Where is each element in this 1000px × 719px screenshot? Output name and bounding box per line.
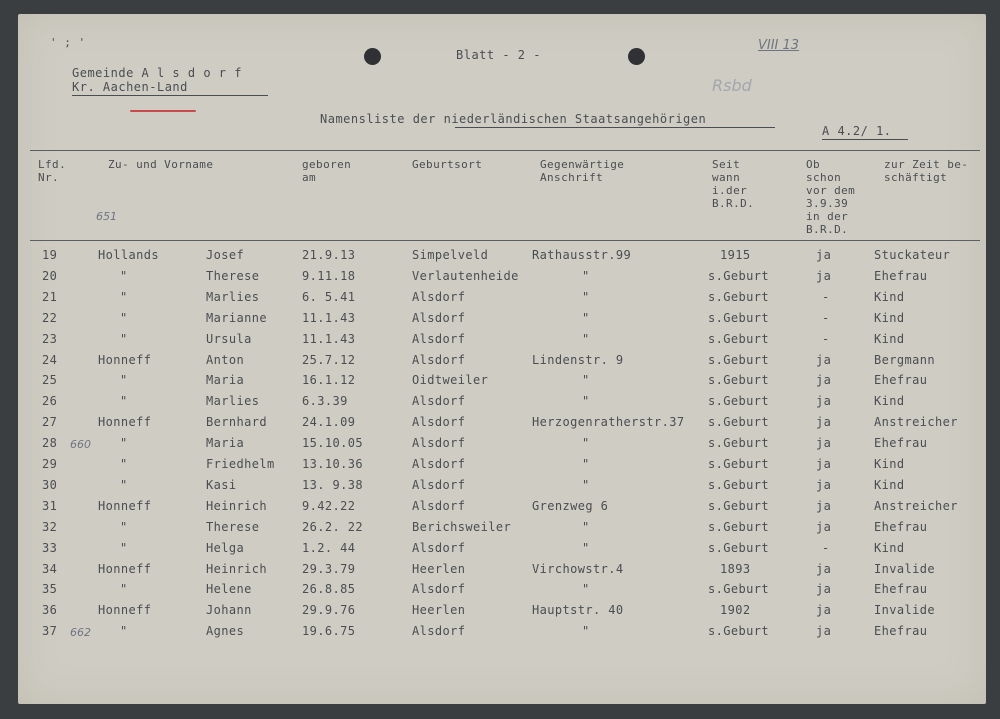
- cell-born: 13. 9.38: [302, 477, 363, 492]
- cell-before: ja: [816, 603, 832, 618]
- cell-born: 11.1.43: [302, 331, 356, 346]
- cell-surname: ": [120, 268, 128, 283]
- cell-job: Ehefrau: [874, 582, 928, 597]
- title-underline: [455, 127, 775, 128]
- cell-address: ": [582, 268, 590, 283]
- cell-before: ja: [816, 498, 832, 513]
- table-row: [18, 290, 986, 310]
- cell-born: 1.2. 44: [302, 540, 356, 555]
- cell-first: Kasi: [206, 477, 237, 492]
- table-row: [18, 373, 986, 393]
- cell-first: Bernhard: [206, 415, 267, 430]
- cell-address: ": [582, 373, 590, 388]
- cell-born: 9.11.18: [302, 268, 356, 283]
- cell-nr: 33: [42, 540, 58, 555]
- cell-job: Ehefrau: [874, 519, 928, 534]
- col-header-before: Ob schon vor dem 3.9.39 in der B.R.D.: [806, 158, 856, 236]
- file-code-underline: [822, 139, 908, 140]
- margin-note: 651: [96, 210, 117, 223]
- table-row: [18, 353, 986, 373]
- cell-surname: ": [120, 519, 128, 534]
- cell-nr: 35: [42, 582, 58, 597]
- cell-job: Ehefrau: [874, 268, 928, 283]
- cell-job: Kind: [874, 331, 905, 346]
- cell-birthplace: Alsdorf: [412, 352, 466, 367]
- cell-since: s.Geburt: [708, 373, 769, 388]
- cell-first: Agnes: [206, 624, 245, 639]
- cell-first: Maria: [206, 373, 245, 388]
- cell-birthplace: Alsdorf: [412, 415, 466, 430]
- table-row: [18, 311, 986, 331]
- cell-first: Marlies: [206, 289, 260, 304]
- district: Kr. Aachen-Land: [72, 80, 188, 94]
- cell-nr: 25: [42, 373, 58, 388]
- table-row: [18, 541, 986, 561]
- cell-surname: Honneff: [98, 603, 152, 618]
- cell-birthplace: Alsdorf: [412, 394, 466, 409]
- cell-surname: ": [120, 331, 128, 346]
- municipality: Gemeinde A l s d o r f: [72, 66, 242, 80]
- cell-job: Anstreicher: [874, 415, 958, 430]
- cell-nr: 23: [42, 331, 58, 346]
- cell-first: Heinrich: [206, 561, 267, 576]
- cell-job: Invalide: [874, 603, 935, 618]
- cell-nr: 36: [42, 603, 58, 618]
- cell-since: 1893: [720, 561, 751, 576]
- corner-marks: ' ; ': [50, 36, 86, 49]
- cell-birthplace: Oidtweiler: [412, 373, 489, 388]
- cell-address: ": [582, 289, 590, 304]
- cell-nr: 32: [42, 519, 58, 534]
- cell-since: s.Geburt: [708, 268, 769, 283]
- cell-before: ja: [816, 352, 832, 367]
- cell-since: s.Geburt: [708, 477, 769, 492]
- table-row: [18, 248, 986, 268]
- cell-job: Invalide: [874, 561, 935, 576]
- table-row: [18, 624, 986, 644]
- cell-before: ja: [816, 519, 832, 534]
- cell-birthplace: Alsdorf: [412, 498, 466, 513]
- cell-before: ja: [816, 436, 832, 451]
- table-header-rule: [30, 240, 980, 241]
- cell-birthplace: Heerlen: [412, 603, 466, 618]
- cell-surname: ": [120, 289, 128, 304]
- table-row: [18, 582, 986, 602]
- cell-first: Helga: [206, 540, 245, 555]
- cell-address: ": [582, 519, 590, 534]
- cell-before: ja: [816, 268, 832, 283]
- cell-first: Therese: [206, 519, 260, 534]
- cell-since: s.Geburt: [708, 331, 769, 346]
- cell-since: s.Geburt: [708, 457, 769, 471]
- table-row: [18, 457, 986, 477]
- cell-address: ": [582, 310, 590, 325]
- cell-nr: 27: [42, 415, 58, 430]
- cell-surname: Honneff: [98, 352, 152, 367]
- cell-job: Bergmann: [874, 352, 935, 367]
- table-top-rule: [30, 150, 980, 151]
- cell-address: ": [582, 457, 590, 471]
- cell-before: -: [822, 540, 830, 555]
- cell-nr: 31: [42, 498, 58, 513]
- cell-surname: ": [120, 310, 128, 325]
- col-header-address: Gegenwärtige Anschrift: [540, 158, 625, 184]
- margin-note: 662: [70, 626, 91, 640]
- cell-job: Ehefrau: [874, 373, 928, 388]
- file-code: A 4.2/ 1.: [822, 124, 892, 138]
- cell-since: 1902: [720, 603, 751, 618]
- cell-before: ja: [816, 394, 832, 409]
- cell-surname: ": [120, 477, 128, 492]
- col-header-job: zur Zeit be- schäftigt: [884, 158, 969, 184]
- cell-birthplace: Alsdorf: [412, 540, 466, 555]
- cell-first: Ursula: [206, 331, 252, 346]
- cell-job: Anstreicher: [874, 498, 958, 513]
- cell-nr: 30: [42, 477, 58, 492]
- cell-born: 16.1.12: [302, 373, 356, 388]
- page-number: Blatt - 2 -: [456, 48, 541, 62]
- cell-job: Stuckateur: [874, 248, 951, 262]
- cell-before: ja: [816, 248, 832, 262]
- cell-nr: 20: [42, 268, 58, 283]
- cell-before: ja: [816, 582, 832, 597]
- cell-job: Ehefrau: [874, 624, 928, 639]
- cell-born: 15.10.05: [302, 436, 363, 451]
- cell-surname: ": [120, 624, 128, 639]
- cell-before: ja: [816, 373, 832, 388]
- cell-birthplace: Simpelveld: [412, 248, 489, 262]
- cell-before: ja: [816, 624, 832, 639]
- cell-born: 21.9.13: [302, 248, 356, 262]
- cell-address: Hauptstr. 40: [532, 603, 624, 618]
- cell-born: 29.9.76: [302, 603, 356, 618]
- cell-first: Helene: [206, 582, 252, 597]
- cell-before: ja: [816, 457, 832, 471]
- cell-first: Friedhelm: [206, 457, 275, 471]
- cell-nr: 28: [42, 436, 58, 451]
- cell-job: Kind: [874, 457, 905, 471]
- cell-since: s.Geburt: [708, 436, 769, 451]
- table-row: [18, 520, 986, 540]
- cell-address: ": [582, 394, 590, 409]
- district-underline: [72, 95, 268, 96]
- cell-birthplace: Alsdorf: [412, 310, 466, 325]
- punch-hole-right: [628, 48, 645, 65]
- cell-first: Johann: [206, 603, 252, 618]
- table-row: [18, 499, 986, 519]
- cell-born: 6.3.39: [302, 394, 348, 409]
- table-row: [18, 478, 986, 498]
- cell-surname: ": [120, 373, 128, 388]
- table-row: [18, 415, 986, 435]
- cell-first: Therese: [206, 268, 260, 283]
- cell-born: 11.1.43: [302, 310, 356, 325]
- cell-address: ": [582, 624, 590, 639]
- cell-nr: 22: [42, 310, 58, 325]
- cell-since: 1915: [720, 248, 751, 262]
- cell-address: ": [582, 540, 590, 555]
- cell-born: 24.1.09: [302, 415, 356, 430]
- cell-nr: 24: [42, 352, 58, 367]
- cell-nr: 19: [42, 248, 58, 262]
- margin-note: 660: [70, 438, 91, 452]
- cell-first: Heinrich: [206, 498, 267, 513]
- cell-birthplace: Berichsweiler: [412, 519, 512, 534]
- cell-job: Kind: [874, 477, 905, 492]
- cell-since: s.Geburt: [708, 310, 769, 325]
- cell-before: ja: [816, 477, 832, 492]
- cell-birthplace: Alsdorf: [412, 477, 466, 492]
- cell-surname: Honneff: [98, 415, 152, 430]
- cell-birthplace: Alsdorf: [412, 624, 466, 639]
- cell-since: s.Geburt: [708, 289, 769, 304]
- cell-birthplace: Alsdorf: [412, 289, 466, 304]
- cell-surname: ": [120, 457, 128, 471]
- cell-born: 26.2. 22: [302, 519, 363, 534]
- col-header-nr: Lfd. Nr.: [38, 158, 67, 184]
- cell-surname: ": [120, 436, 128, 451]
- cell-address: ": [582, 436, 590, 451]
- table-row: [18, 603, 986, 623]
- cell-since: s.Geburt: [708, 540, 769, 555]
- document-page: [18, 14, 986, 704]
- cell-since: s.Geburt: [708, 498, 769, 513]
- cell-first: Marlies: [206, 394, 260, 409]
- cell-address: Grenzweg 6: [532, 498, 609, 513]
- cell-surname: ": [120, 540, 128, 555]
- cell-since: s.Geburt: [708, 582, 769, 597]
- cell-since: s.Geburt: [708, 394, 769, 409]
- cell-first: Maria: [206, 436, 245, 451]
- cell-before: -: [822, 331, 830, 346]
- cell-born: 29.3.79: [302, 561, 356, 576]
- cell-job: Kind: [874, 289, 905, 304]
- cell-address: Rathausstr.99: [532, 248, 632, 262]
- cell-before: -: [822, 310, 830, 325]
- cell-nr: 26: [42, 394, 58, 409]
- punch-hole-left: [364, 48, 381, 65]
- col-header-born: geboren am: [302, 158, 352, 184]
- cell-nr: 37: [42, 624, 58, 639]
- cell-surname: ": [120, 394, 128, 409]
- table-row: [18, 332, 986, 352]
- cell-surname: ": [120, 582, 128, 597]
- cell-birthplace: Alsdorf: [412, 331, 466, 346]
- cell-birthplace: Verlautenheide: [412, 268, 519, 283]
- cell-address: ": [582, 331, 590, 346]
- cell-address: Lindenstr. 9: [532, 352, 624, 367]
- col-header-since: Seit wann i.der B.R.D.: [712, 158, 755, 210]
- cell-since: s.Geburt: [708, 624, 769, 639]
- cell-born: 6. 5.41: [302, 289, 356, 304]
- cell-before: -: [822, 289, 830, 304]
- cell-address: Herzogenratherstr.37: [532, 415, 685, 430]
- list-title: Namensliste der niederländischen Staatsangehörigen: [320, 112, 707, 126]
- cell-birthplace: Alsdorf: [412, 436, 466, 451]
- cell-since: s.Geburt: [708, 352, 769, 367]
- cell-born: 9.42.22: [302, 498, 356, 513]
- table-row: [18, 436, 986, 456]
- cell-birthplace: Heerlen: [412, 561, 466, 576]
- cell-since: s.Geburt: [708, 519, 769, 534]
- col-header-birthplace: Geburtsort: [412, 158, 483, 171]
- cell-born: 25.7.12: [302, 352, 356, 367]
- cell-nr: 21: [42, 289, 58, 304]
- cell-birthplace: Alsdorf: [412, 457, 466, 471]
- stamp-handwritten: Rsbd: [712, 76, 752, 95]
- table-row: [18, 562, 986, 582]
- col-header-name: Zu- und Vorname: [108, 158, 214, 171]
- cell-address: ": [582, 582, 590, 597]
- cell-before: ja: [816, 561, 832, 576]
- cell-job: Kind: [874, 394, 905, 409]
- cell-surname: Honneff: [98, 498, 152, 513]
- cell-since: s.Geburt: [708, 415, 769, 430]
- cell-born: 19.6.75: [302, 624, 356, 639]
- cell-job: Ehefrau: [874, 436, 928, 451]
- cell-born: 13.10.36: [302, 457, 363, 471]
- red-pencil-mark: [130, 110, 196, 112]
- reference-handwritten: VIII 13: [758, 38, 800, 53]
- cell-born: 26.8.85: [302, 582, 356, 597]
- table-row: [18, 394, 986, 414]
- cell-first: Anton: [206, 352, 245, 367]
- cell-before: ja: [816, 415, 832, 430]
- cell-address: ": [582, 477, 590, 492]
- cell-nr: 29: [42, 457, 58, 471]
- cell-job: Kind: [874, 310, 905, 325]
- cell-surname: Hollands: [98, 248, 159, 262]
- table-row: [18, 269, 986, 289]
- cell-address: Virchowstr.4: [532, 561, 624, 576]
- cell-first: Josef: [206, 248, 245, 262]
- cell-surname: Honneff: [98, 561, 152, 576]
- cell-first: Marianne: [206, 310, 267, 325]
- cell-birthplace: Alsdorf: [412, 582, 466, 597]
- cell-nr: 34: [42, 561, 58, 576]
- cell-job: Kind: [874, 540, 905, 555]
